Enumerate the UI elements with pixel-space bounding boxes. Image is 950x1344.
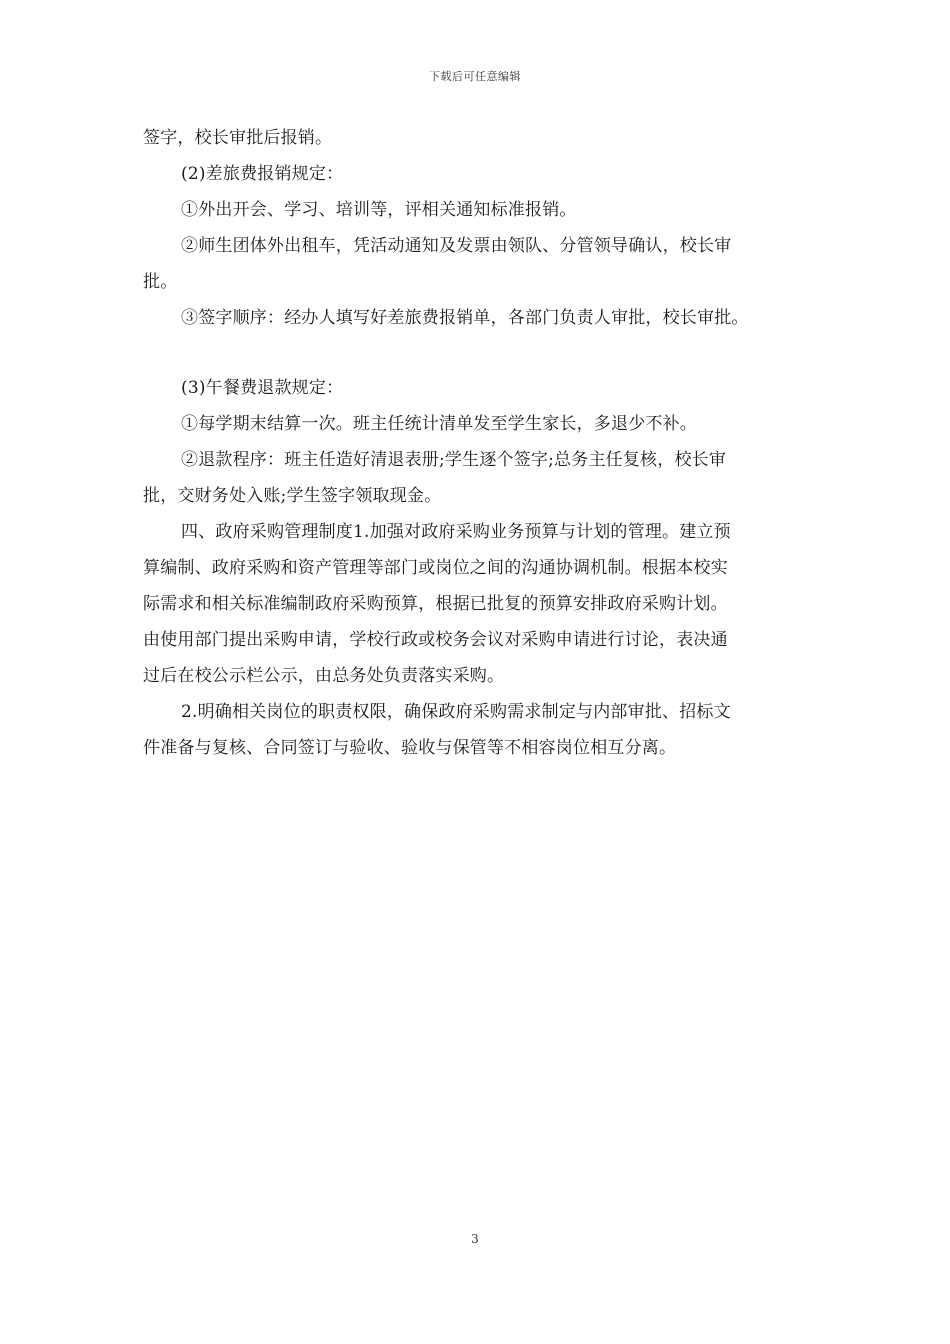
text-line: (2)差旅费报销规定： (181, 164, 344, 184)
paragraph-travel-item-3 (143, 300, 823, 336)
paragraph-travel-item-2 (143, 228, 823, 300)
paragraph-lunch-item-2 (143, 442, 823, 514)
text-line: 算编制、政府采购和资产管理等部门或岗位之间的沟通协调机制。根据本校实 (143, 558, 728, 578)
text-line: 际需求和相关标准编制政府采购预算，根据已批复的预算安排政府采购计划。 (143, 594, 728, 614)
paragraph-lunch-item-1 (143, 406, 823, 442)
text-line: 签字，校长审批后报销。 (143, 128, 333, 148)
text-line: 件准备与复核、合同签订与验收、验收与保管等不相容岗位相互分离。 (143, 738, 677, 758)
paragraph-continuation (143, 120, 823, 156)
text-line: ②退款程序：班主任造好清退表册;学生逐个签字;总务主任复核，校长审 (181, 450, 727, 470)
text-line: 四、政府采购管理制度1.加强对政府采购业务预算与计划的管理。建立预 (181, 522, 731, 542)
paragraph-gap (143, 336, 823, 370)
text-line: 批。 (143, 272, 178, 292)
text-line: ①每学期末结算一次。班主任统计清单发至学生家长，多退少不补。 (181, 414, 697, 434)
page-header: 下载后可任意编辑 (429, 70, 521, 83)
paragraph-travel-item-1 (143, 192, 823, 228)
text-line: 批，交财务处入账;学生签字领取现金。 (143, 486, 442, 506)
paragraph-lunch-heading (143, 370, 823, 406)
paragraph-procurement-1 (143, 514, 823, 694)
text-line: ③签字顺序：经办人填写好差旅费报销单，各部门负责人审批，校长审批。 (181, 308, 749, 328)
document-body (143, 120, 823, 766)
text-line: ①外出开会、学习、培训等，评相关通知标准报销。 (181, 200, 577, 220)
page-number: 3 (471, 1232, 479, 1246)
text-line: ②师生团体外出租车，凭活动通知及发票由领队、分管领导确认，校长审 (181, 236, 732, 256)
text-line: 由使用部门提出采购申请，学校行政或校务会议对采购申请进行讨论，表决通 (143, 630, 728, 650)
paragraph-travel-heading (143, 156, 823, 192)
text-line: (3)午餐费退款规定： (181, 378, 344, 398)
paragraph-procurement-2 (143, 694, 823, 766)
text-line: 过后在校公示栏公示，由总务处负责落实采购。 (143, 666, 505, 686)
text-line: 2.明确相关岗位的职责权限，确保政府采购需求制定与内部审批、招标文 (181, 702, 731, 722)
